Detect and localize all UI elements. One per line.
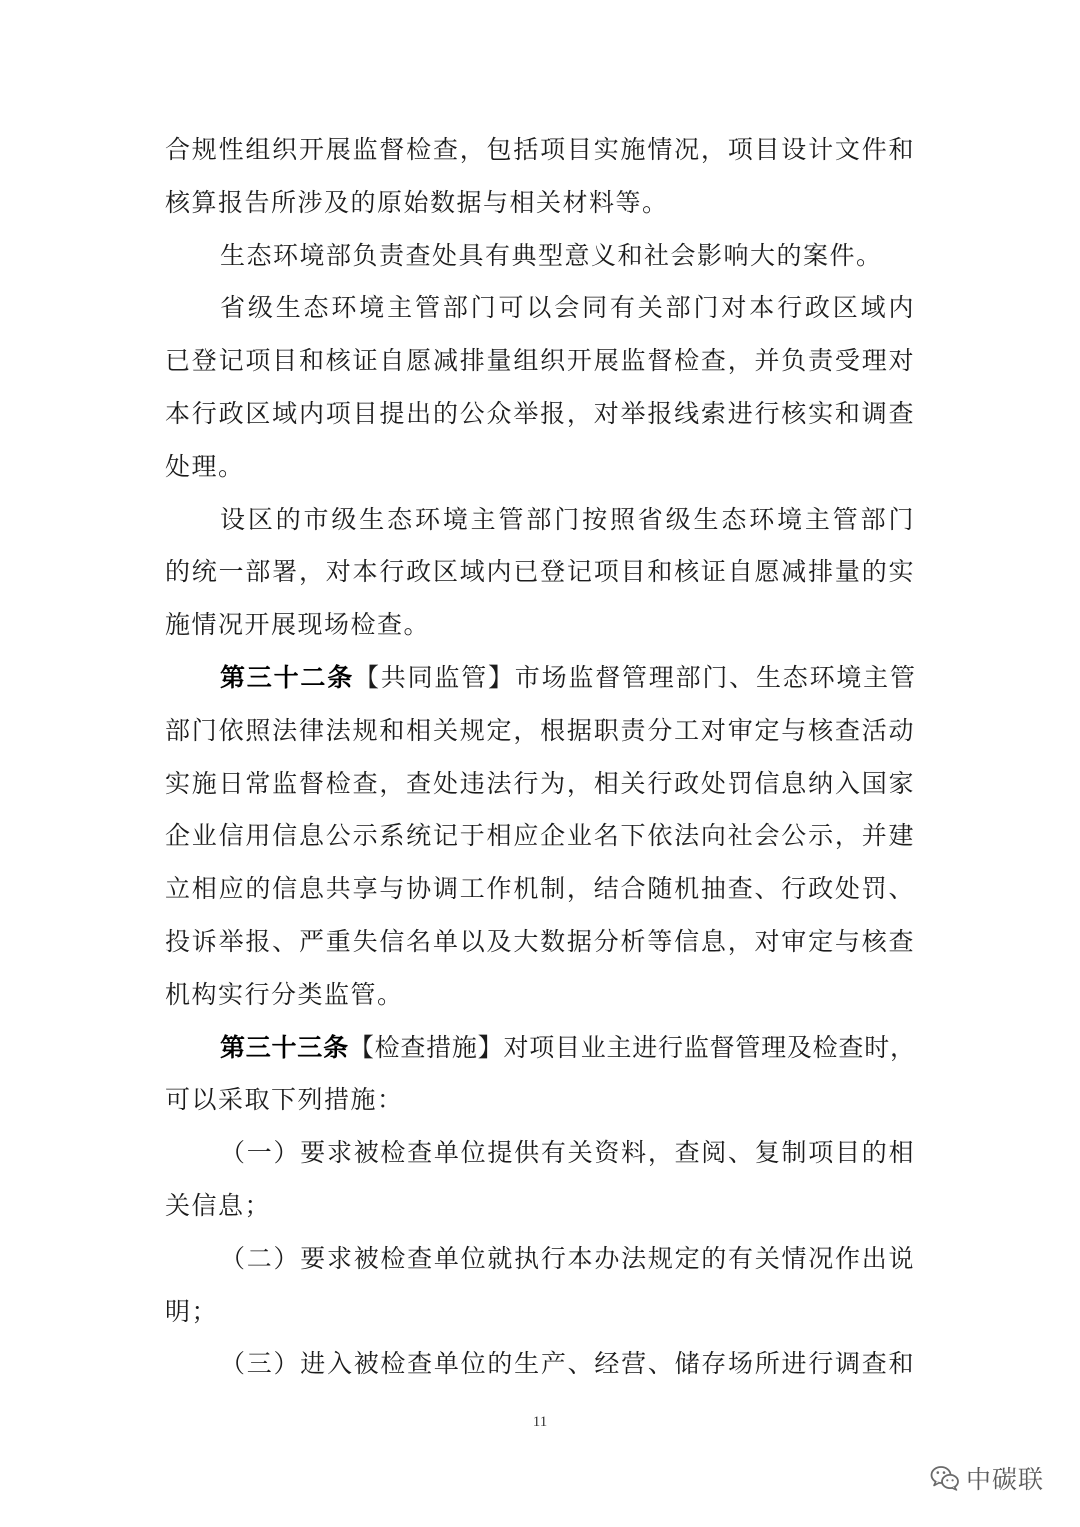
watermark	[930, 1458, 1044, 1498]
watermark-text: 中碳联	[966, 1465, 1045, 1494]
article-number: 第三十三条	[220, 1032, 349, 1062]
article-text: 对项目业主进行监督管理及检查时，	[503, 1032, 915, 1062]
article-title: 【共同监管】	[354, 662, 515, 692]
text-line: 已登记项目和核证自愿减排量组织开展监督检查，并负责受理对	[165, 346, 915, 376]
measure-item-2	[165, 1233, 915, 1339]
article-33-heading-line	[165, 1022, 915, 1075]
article-32	[165, 652, 915, 1022]
text-line: 机构实行分类监管。	[165, 979, 404, 1009]
paragraph-municipal-inspection	[165, 494, 915, 652]
text-line: 的统一部署，对本行政区域内已登记项目和核证自愿减排量的实	[165, 557, 915, 587]
article-33	[165, 1022, 915, 1128]
wechat-icon	[930, 1464, 960, 1492]
article-title: 【检查措施】	[348, 1032, 504, 1062]
text-line: 企业信用信息公示系统记于相应企业名下依法向社会公示，并建	[165, 821, 915, 851]
paragraph-inspection-scope	[165, 124, 915, 230]
text-line: 处理。	[165, 451, 245, 481]
article-number: 第三十二条	[220, 662, 354, 692]
text-line: （三）进入被检查单位的生产、经营、储存场所进行调查和	[220, 1349, 915, 1379]
paragraph-ministry-responsibility	[165, 230, 915, 283]
text-line: 核算报告所涉及的原始数据与相关材料等。	[165, 187, 669, 217]
text-line: 生态环境部负责查处具有典型意义和社会影响大的案件。	[220, 240, 883, 270]
article-32-heading-line	[165, 652, 915, 705]
measure-item-1	[165, 1127, 915, 1233]
document-body	[165, 124, 915, 1391]
text-line: 部门依照法律法规和相关规定，根据职责分工对审定与核查活动	[165, 715, 915, 745]
text-line: 实施日常监督检查，查处违法行为，相关行政处罚信息纳入国家	[165, 768, 915, 798]
text-line: 立相应的信息共享与协调工作机制，结合随机抽查、行政处罚、	[165, 874, 915, 904]
text-line: 关信息；	[165, 1190, 272, 1220]
page-number: 11	[532, 1414, 548, 1430]
text-line: 可以采取下列措施：	[165, 1085, 404, 1115]
text-line: 设区的市级生态环境主管部门按照省级生态环境主管部门	[220, 504, 915, 534]
article-text: 市场监督管理部门、生态环境主管	[514, 662, 915, 692]
text-line: 省级生态环境主管部门可以会同有关部门对本行政区域内	[220, 293, 915, 323]
text-line: （二）要求被检查单位就执行本办法规定的有关情况作出说	[220, 1243, 915, 1273]
paragraph-provincial-supervision	[165, 282, 915, 493]
text-line: 施情况开展现场检查。	[165, 610, 431, 640]
text-line: 合规性组织开展监督检查，包括项目实施情况，项目设计文件和	[165, 135, 915, 164]
text-line: 明；	[165, 1296, 219, 1326]
text-line: 本行政区域内项目提出的公众举报，对举报线索进行核实和调查	[165, 398, 915, 428]
text-line: 投诉举报、严重失信名单以及大数据分析等信息，对审定与核查	[165, 926, 915, 956]
measure-item-3	[165, 1338, 915, 1391]
text-line: （一）要求被检查单位提供有关资料，查阅、复制项目的相	[220, 1138, 915, 1168]
